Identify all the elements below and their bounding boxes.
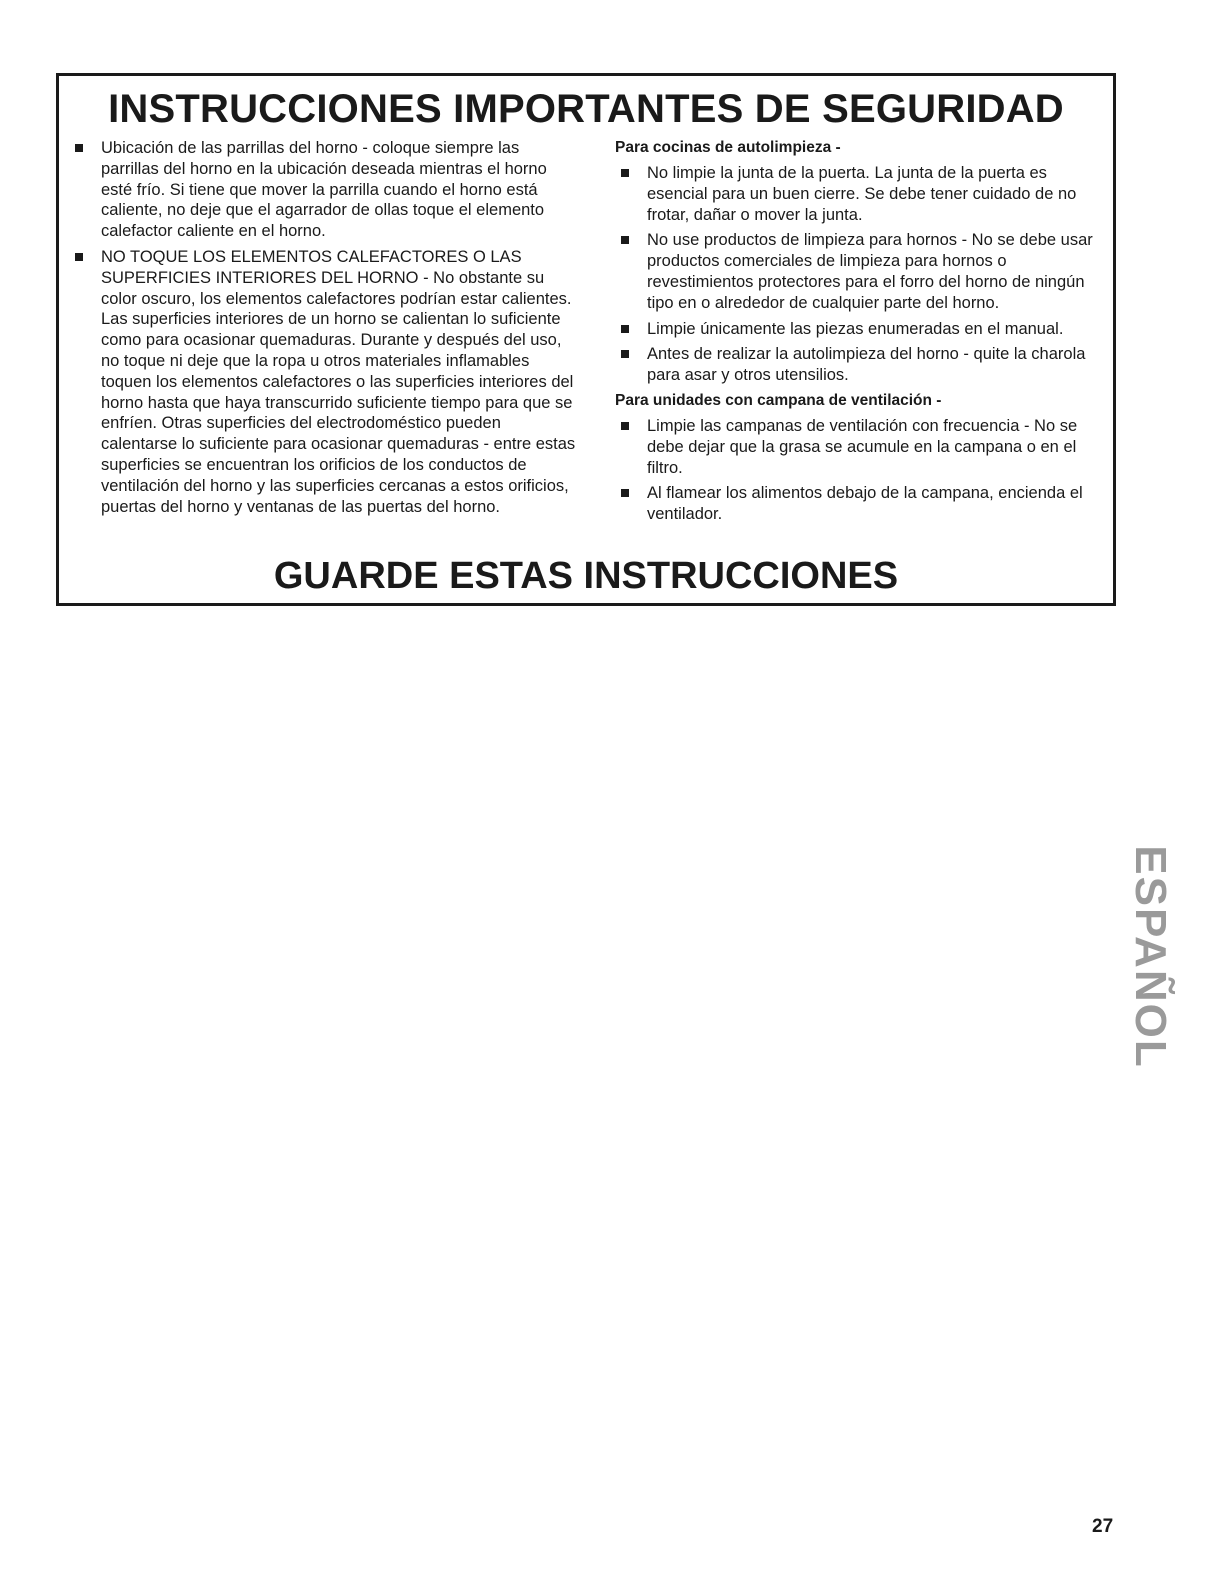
- list-item: [615, 319, 1107, 340]
- main-title: INSTRUCCIONES IMPORTANTES DE SEGURIDAD: [108, 87, 1064, 131]
- bullet-square-icon: [75, 253, 83, 261]
- list-item-text: No limpie la junta de la puerta. La junta de la puerta es esencial para un buen cierre. Se debe tener cuidado de no frotar, dañar o mover la junta.: [647, 164, 1077, 224]
- bullet-square-icon: [621, 169, 629, 177]
- list-item: [615, 163, 1107, 225]
- page-number: 27: [1092, 1516, 1114, 1537]
- list-item: [615, 416, 1107, 478]
- bullet-square-icon: [621, 422, 629, 430]
- list-item-text: No use productos de limpieza para hornos - No se debe usar productos comerciales de limpieza para hornos o revestimientos protectores para el forro del horno de ningún tipo en o alrededor de cualquier parte del horno.: [647, 231, 1093, 312]
- right-column: [615, 138, 1107, 530]
- list-item-text: Ubicación de las parrillas del horno - coloque siempre las parrillas del horno en la ubicación deseada mientras el horno esté frío. Si tiene que mover la parrilla cuando el horno está caliente, no deje que el agarrador de ollas toque el elemento calefactor caliente en el horno.: [101, 139, 547, 241]
- list-item: [615, 483, 1107, 525]
- bullet-square-icon: [621, 350, 629, 358]
- list-item: [69, 247, 579, 517]
- footer-title: GUARDE ESTAS INSTRUCCIONES: [273, 555, 899, 597]
- list-item-text: Al flamear los alimentos debajo de la campana, encienda el ventilador.: [647, 484, 1083, 524]
- list-item: [69, 138, 579, 242]
- safety-instructions-box: [56, 73, 1116, 606]
- bullet-square-icon: [75, 144, 83, 152]
- list-item-text: Antes de realizar la autolimpieza del horno - quite la charola para asar y otros utensilios.: [647, 345, 1086, 385]
- list-item-text: Limpie las campanas de ventilación con frecuencia - No se debe dejar que la grasa se acumule en la campana o en el filtro.: [647, 416, 1078, 477]
- section-heading-vent-hood: Para unidades con campana de ventilación -: [615, 391, 942, 409]
- language-side-tab: [1126, 845, 1175, 1069]
- bullet-square-icon: [621, 325, 629, 333]
- list-item-text: NO TOQUE LOS ELEMENTOS CALEFACTORES O LAS SUPERFICIES INTERIORES DEL HORNO - No obstante su color oscuro, los elementos calefactores podrían estar calientes. Las superficies interiores de un horno se calientan lo suficiente como para ocasionar quemaduras. Durante y después del uso, no toque ni deje que la ropa u otros materiales inflamables toquen los elementos calefactores o las superficies interiores del horno hasta que haya transcurrido suficiente tiempo para que se enfríen. Otras superficies del electrodoméstico pueden calentarse lo suficiente para ocasionar quemaduras - entre estas superficies se encuentran los orificios de los conductos de ventilación del horno y las superficies cercanas a estos orificios, puertas del horno y ventanas de las puertas del horno.: [101, 247, 576, 516]
- list-item: [615, 344, 1107, 386]
- section-heading-self-clean: Para cocinas de autolimpieza -: [615, 139, 841, 156]
- list-item-text: Limpie únicamente las piezas enumeradas en el manual.: [647, 319, 1064, 338]
- side-tab-label: ESPAÑOL: [1126, 845, 1175, 1069]
- bullet-square-icon: [621, 489, 629, 497]
- left-column: [69, 138, 579, 522]
- list-item: [615, 230, 1107, 313]
- bullet-square-icon: [621, 236, 629, 244]
